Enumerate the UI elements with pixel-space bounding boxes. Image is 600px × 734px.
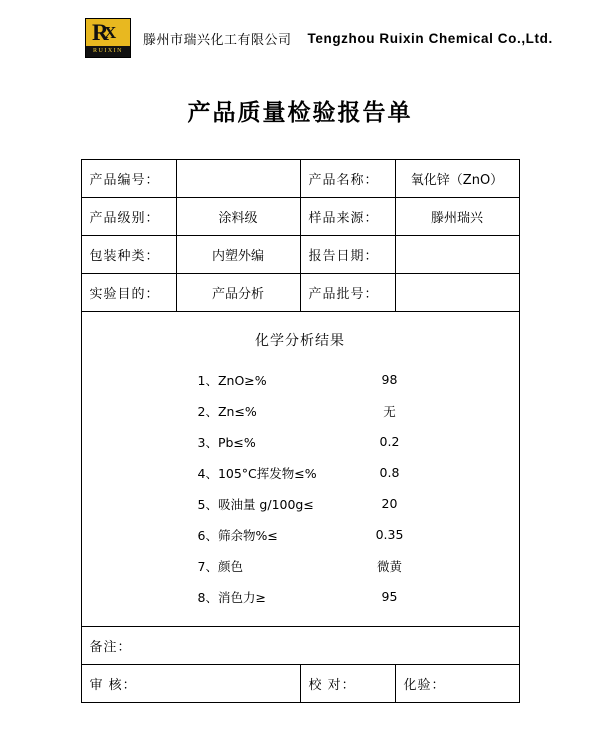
analysis-item-value: 0.35 — [375, 527, 404, 542]
signature-reviewer: 审 核： — [81, 665, 300, 703]
analysis-item-row — [90, 550, 511, 581]
analysis-item-label: 4、105°C挥发物≤% — [197, 465, 317, 481]
analysis-item-label: 6、筛余物%≤ — [197, 527, 278, 543]
company-name-cn: 滕州市瑞兴化工有限公司 — [143, 32, 292, 48]
field-value-test-purpose: 产品分析 — [176, 274, 300, 312]
company-logo-icon — [85, 18, 131, 58]
analysis-item-row — [90, 426, 511, 457]
field-value-batch-number — [395, 274, 519, 312]
table-row — [81, 274, 519, 312]
field-label-report-date: 报告日期： — [300, 236, 395, 274]
company-name-en: Tengzhou Ruixin Chemical Co.,Ltd. — [307, 30, 553, 46]
analysis-item-row — [90, 457, 511, 488]
table-row — [81, 236, 519, 274]
remark-row — [81, 627, 519, 665]
signature-row — [81, 665, 519, 703]
analysis-item-label: 5、吸油量 g/100g≤ — [197, 496, 314, 512]
field-value-product-grade: 涂料级 — [176, 198, 300, 236]
logo-letter-x: X — [104, 23, 117, 42]
analysis-item-row — [90, 364, 511, 395]
report-table — [81, 159, 520, 703]
field-label-test-purpose: 实验目的： — [81, 274, 176, 312]
field-label-package-type: 包装种类： — [81, 236, 176, 274]
analysis-item-value: 微黄 — [376, 558, 402, 574]
analysis-item-value: 20 — [381, 496, 398, 511]
field-label-product-grade: 产品级别： — [81, 198, 176, 236]
field-label-batch-number: 产品批号： — [300, 274, 395, 312]
logo-letter-r: R — [92, 20, 108, 45]
document-header — [0, 0, 600, 58]
analysis-item-row — [90, 395, 511, 426]
analysis-item-row — [90, 519, 511, 550]
analysis-item-label: 3、Pb≤% — [197, 434, 256, 450]
analysis-item-value: 无 — [383, 403, 396, 419]
field-label-sample-source: 样品来源： — [300, 198, 395, 236]
field-value-sample-source: 滕州瑞兴 — [395, 198, 519, 236]
analysis-item-value: 0.2 — [379, 434, 400, 449]
analysis-item-label: 2、Zn≤% — [197, 403, 257, 419]
analysis-title: 化学分析结果 — [255, 333, 345, 349]
analysis-item-value: 95 — [381, 589, 398, 604]
analysis-item-label: 7、颜色 — [197, 558, 243, 574]
table-row — [81, 160, 519, 198]
field-label-product-code: 产品编号： — [81, 160, 176, 198]
logo-band-text: RUIXIN — [86, 46, 130, 57]
field-label-product-name: 产品名称： — [300, 160, 395, 198]
analysis-section-row — [81, 312, 519, 627]
field-value-product-code — [176, 160, 300, 198]
analysis-item-value: 0.8 — [379, 465, 400, 480]
field-value-package-type: 内塑外编 — [176, 236, 300, 274]
analysis-item-label: 8、消色力≥ — [197, 589, 266, 605]
analysis-item-row — [90, 488, 511, 519]
signature-proofreader: 校 对： — [300, 665, 395, 703]
remark-label: 备注： — [81, 627, 519, 665]
analysis-item-label: 1、ZnO≥% — [197, 372, 267, 388]
analysis-item-value: 98 — [381, 372, 398, 387]
signature-tester: 化验： — [395, 665, 519, 703]
analysis-item-row — [90, 581, 511, 612]
field-value-product-name: 氧化锌（ZnO） — [395, 160, 519, 198]
table-row — [81, 198, 519, 236]
analysis-section — [81, 312, 519, 627]
field-value-report-date — [395, 236, 519, 274]
page-title: 产品质量检验报告单 — [187, 100, 413, 126]
